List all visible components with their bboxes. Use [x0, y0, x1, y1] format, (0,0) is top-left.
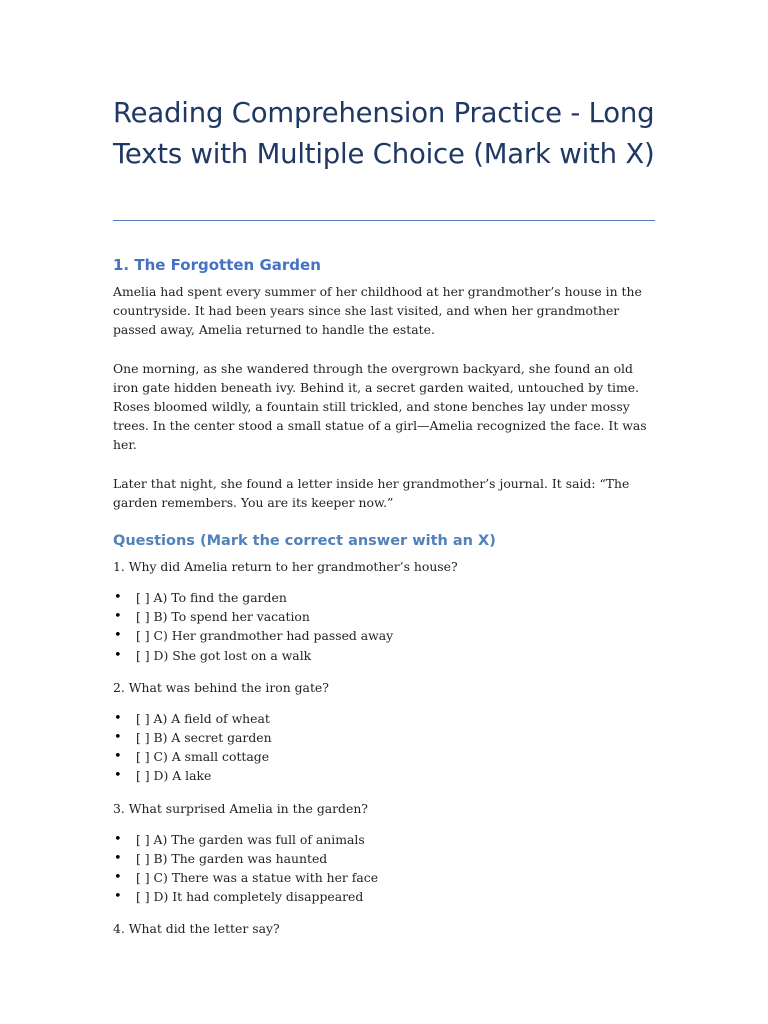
answer-option-label: [ ] C) A small cottage — [136, 749, 270, 765]
answer-option[interactable] — [113, 868, 655, 887]
question-text: 1. Why did Amelia return to her grandmother’s house? — [113, 559, 458, 575]
answer-option[interactable] — [113, 709, 655, 728]
story-paragraph: Later that night, she found a letter inside her grandmother’s journal. It said: “The garden remembers. You are its keeper now.” — [113, 475, 630, 510]
bullet-icon: • — [114, 870, 122, 886]
question-text: 2. What was behind the iron gate? — [113, 679, 329, 695]
bullet-icon: • — [114, 628, 122, 644]
page-title: Reading Comprehension Practice - Long Texts with Multiple Choice (Mark with X) — [113, 97, 655, 170]
bullet-icon: • — [114, 647, 122, 663]
answer-option[interactable] — [113, 728, 655, 747]
answer-options — [113, 588, 655, 665]
answer-option[interactable] — [113, 607, 655, 626]
bullet-icon: • — [114, 710, 122, 726]
answer-option[interactable] — [113, 766, 655, 785]
answer-option-label: [ ] A) To find the garden — [136, 590, 287, 606]
document-body — [113, 253, 655, 950]
bullet-icon: • — [114, 768, 122, 784]
bullet-icon: • — [114, 609, 122, 625]
story-paragraph: One morning, as she wandered through the overgrown backyard, she found an old iron gate hidden beneath ivy. Behind it, a secret garden waited, untouched by time. Roses bloomed wildly, a fountain still trickled, and stone benches lay under mossy trees. In the center stood a small statue of a girl—Amelia recognized the face. It was her. — [113, 360, 647, 453]
question-list — [113, 557, 655, 938]
answer-option-label: [ ] B) To spend her vacation — [136, 609, 310, 625]
answer-option[interactable] — [113, 747, 655, 766]
answer-option-label: [ ] D) She got lost on a walk — [136, 647, 312, 663]
answer-option-label: [ ] C) There was a statue with her face — [136, 870, 379, 886]
answer-option-label: [ ] B) A secret garden — [136, 730, 272, 746]
answer-options — [113, 709, 655, 786]
questions-heading: Questions (Mark the correct answer with an X) — [113, 533, 496, 550]
section-heading: 1. The Forgotten Garden — [113, 256, 321, 274]
bullet-icon: • — [114, 850, 122, 866]
answer-option-label: [ ] C) Her grandmother had passed away — [136, 628, 394, 644]
answer-option-label: [ ] A) The garden was full of animals — [136, 831, 365, 847]
answer-option[interactable] — [113, 626, 655, 645]
title-divider — [113, 220, 655, 221]
bullet-icon: • — [114, 889, 122, 905]
story-paragraph: Amelia had spent every summer of her childhood at her grandmother’s house in the countryside. It had been years since she last visited, and when her grandmother passed away, Amelia returned to handle the estate. — [113, 284, 642, 338]
bullet-icon: • — [114, 831, 122, 847]
bullet-icon: • — [114, 749, 122, 765]
answer-option[interactable] — [113, 887, 655, 906]
answer-option-label: [ ] A) A field of wheat — [136, 710, 270, 726]
bullet-icon: • — [114, 730, 122, 746]
answer-option-label: [ ] D) It had completely disappeared — [136, 889, 364, 905]
bullet-icon: • — [114, 590, 122, 606]
answer-option-label: [ ] B) The garden was haunted — [136, 850, 328, 866]
question-text: 3. What surprised Amelia in the garden? — [113, 800, 368, 816]
question-text: 4. What did the letter say? — [113, 921, 280, 937]
answer-option-label: [ ] D) A lake — [136, 768, 212, 784]
answer-option[interactable] — [113, 849, 655, 868]
answer-option[interactable] — [113, 588, 655, 607]
answer-option[interactable] — [113, 830, 655, 849]
answer-options — [113, 830, 655, 907]
answer-option[interactable] — [113, 646, 655, 665]
